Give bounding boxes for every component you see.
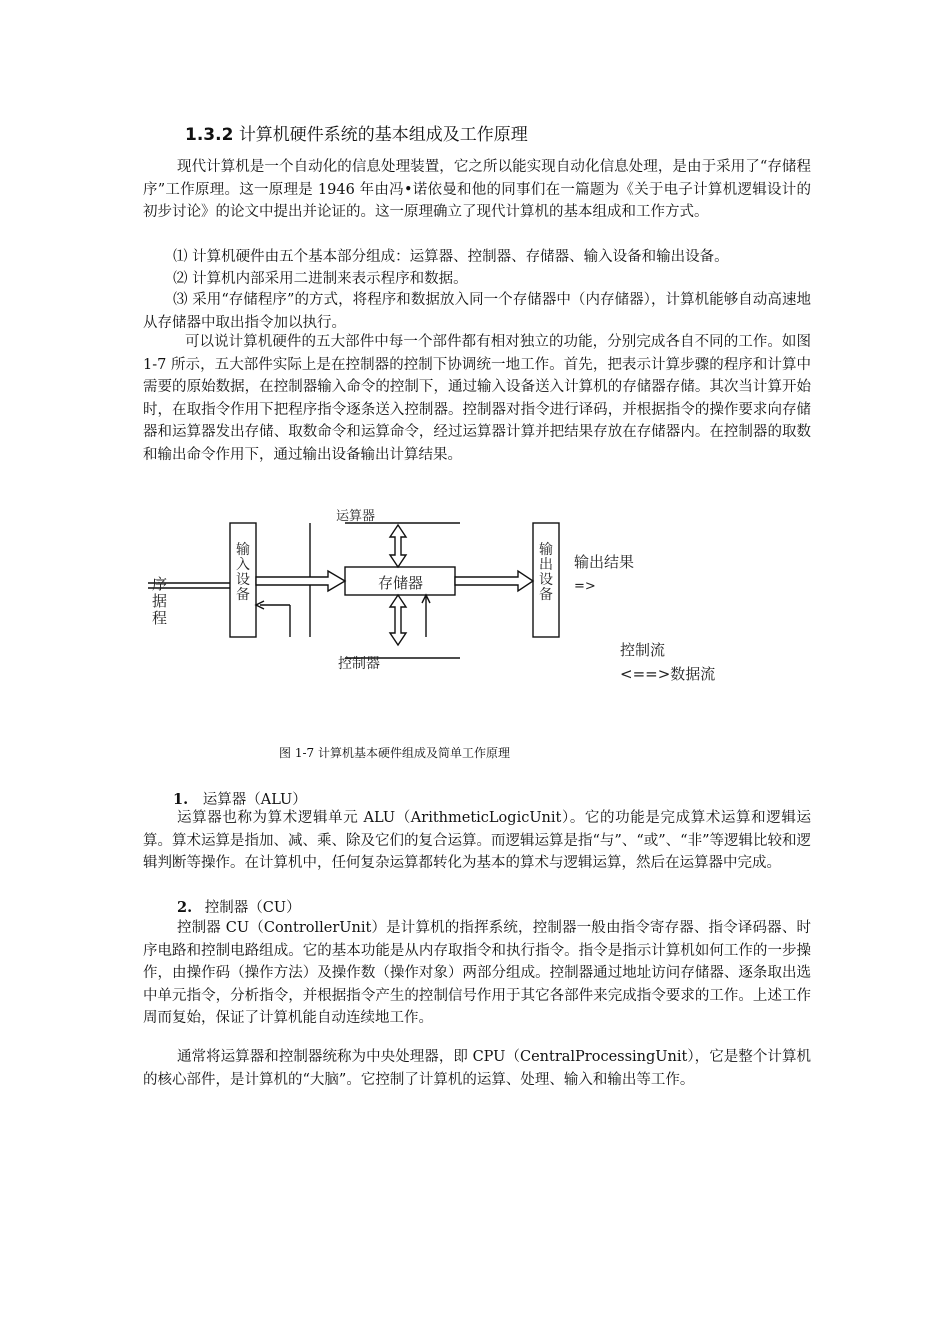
section-1-body: 运算器也称为算术逻辑单元 ALU（ArithmeticLogicUnit）。它的功能是完成算术运算和逻辑运算。算术运算是指加、减、乘、除及它们的复合运算。而逻辑运算是指“与”、“或”、“非”等逻辑比较和逻辑判断等操作。在计算机中，任何复杂运算都转化为基本的算术与逻辑运算，然后在运算器中完成。 <box>143 810 811 871</box>
overlap-label: 运算器 <box>336 509 376 524</box>
section-2-body-2: 通常将运算器和控制器统称为中央处理器，即 CPU（CentralProcessingUnit），它是整个计算机的核心部件，是计算机的“大脑”。它控制了计算机的运算、处理、输入和输出等工作。 <box>143 1049 811 1088</box>
section-2-heading <box>177 896 301 917</box>
heading-title: 计算机硬件系统的基本组成及工作原理 <box>238 125 528 145</box>
point-3: ⑶ 采用“存储程序”的方式，将程序和数据放入同一个存储器中（内存储器），计算机能够自动高速地从存储器中取出指令加以执行。 <box>143 292 811 331</box>
section-heading <box>185 120 528 145</box>
input-device-label: 输入设备 <box>236 542 250 603</box>
left-char-2: 据 <box>152 592 168 610</box>
controller-label: 控制器 <box>338 656 380 672</box>
section-1-title: 运算器（ALU） <box>202 792 307 808</box>
memory-label: 存储器 <box>378 574 424 592</box>
hardware-paragraph: 可以说计算机硬件的五大部件中每一个部件都有相对独立的功能，分别完成各自不同的工作。如图 1-7 所示，五大部件实际上是在控制器的控制下协调统一地工作。首先，把表示计算步骤的程序和计算中需要的原始数据，在控制器输入命令的控制下，通过输入设备送入计算机的存储器存储。其次当计算开始时，在取指令作用下把程序指令逐条送入控制器。控制器对指令进行译码，并根据指令的操作要求向存储器和运算器发出存储、取数命令和运算命令，经过运算器计算并把结果存放在存储器内。在控制器的取数和输出命令作用下，通过输出设备输出计算结果。 <box>143 334 811 463</box>
section-1-heading <box>173 788 307 809</box>
left-char-3: 程 <box>152 609 168 627</box>
output-result-label: 输出结果 <box>574 553 635 571</box>
data-flow-legend: <==>数据流 <box>620 665 716 683</box>
left-char-1: 序 <box>152 575 168 593</box>
intro-paragraph: 现代计算机是一个自动化的信息处理装置，它之所以能实现自动化信息处理，是由于采用了“存储程序”工作原理。这一原理是 1946 年由冯•诺依曼和他的同事们在一篇题为《关于电子计算机逻辑设计的初步讨论》的论文中提出并论证的。这一原理确立了现代计算机的基本组成和工作方式。 <box>143 159 811 220</box>
heading-number: 1.3.2 <box>185 125 234 145</box>
control-flow-legend: 控制流 <box>620 641 666 659</box>
section-1-number: 1. <box>173 791 189 808</box>
point-1: ⑴ 计算机硬件由五个基本部分组成：运算器、控制器、存储器、输入设备和输出设备。 <box>173 249 729 265</box>
section-2-title: 控制器（CU） <box>204 900 301 916</box>
point-2: ⑵ 计算机内部采用二进制来表示程序和数据。 <box>173 271 468 287</box>
arrow-symbol-label: => <box>574 579 596 594</box>
figure-caption: 图 1-7 计算机基本硬件组成及简单工作原理 <box>279 746 510 760</box>
output-device-label: 输出设备 <box>539 542 553 603</box>
section-2-body: 控制器 CU（ControllerUnit）是计算机的指挥系统，控制器一般由指令寄存器、指令译码器、时序电路和控制电路组成。它的基本功能是从内存取指令和执行指令。指令是指示计算机如何工作的一步操作，由操作码（操作方法）及操作数（操作对象）两部分组成。控制器通过地址访问存储器、逐条取出选中单元指令，分析指令，并根据指令产生的控制信号作用于其它各部件来完成指令要求的工作。上述工作周而复始，保证了计算机能自动连续地工作。 <box>143 920 811 1026</box>
section-2-number: 2. <box>177 899 193 916</box>
